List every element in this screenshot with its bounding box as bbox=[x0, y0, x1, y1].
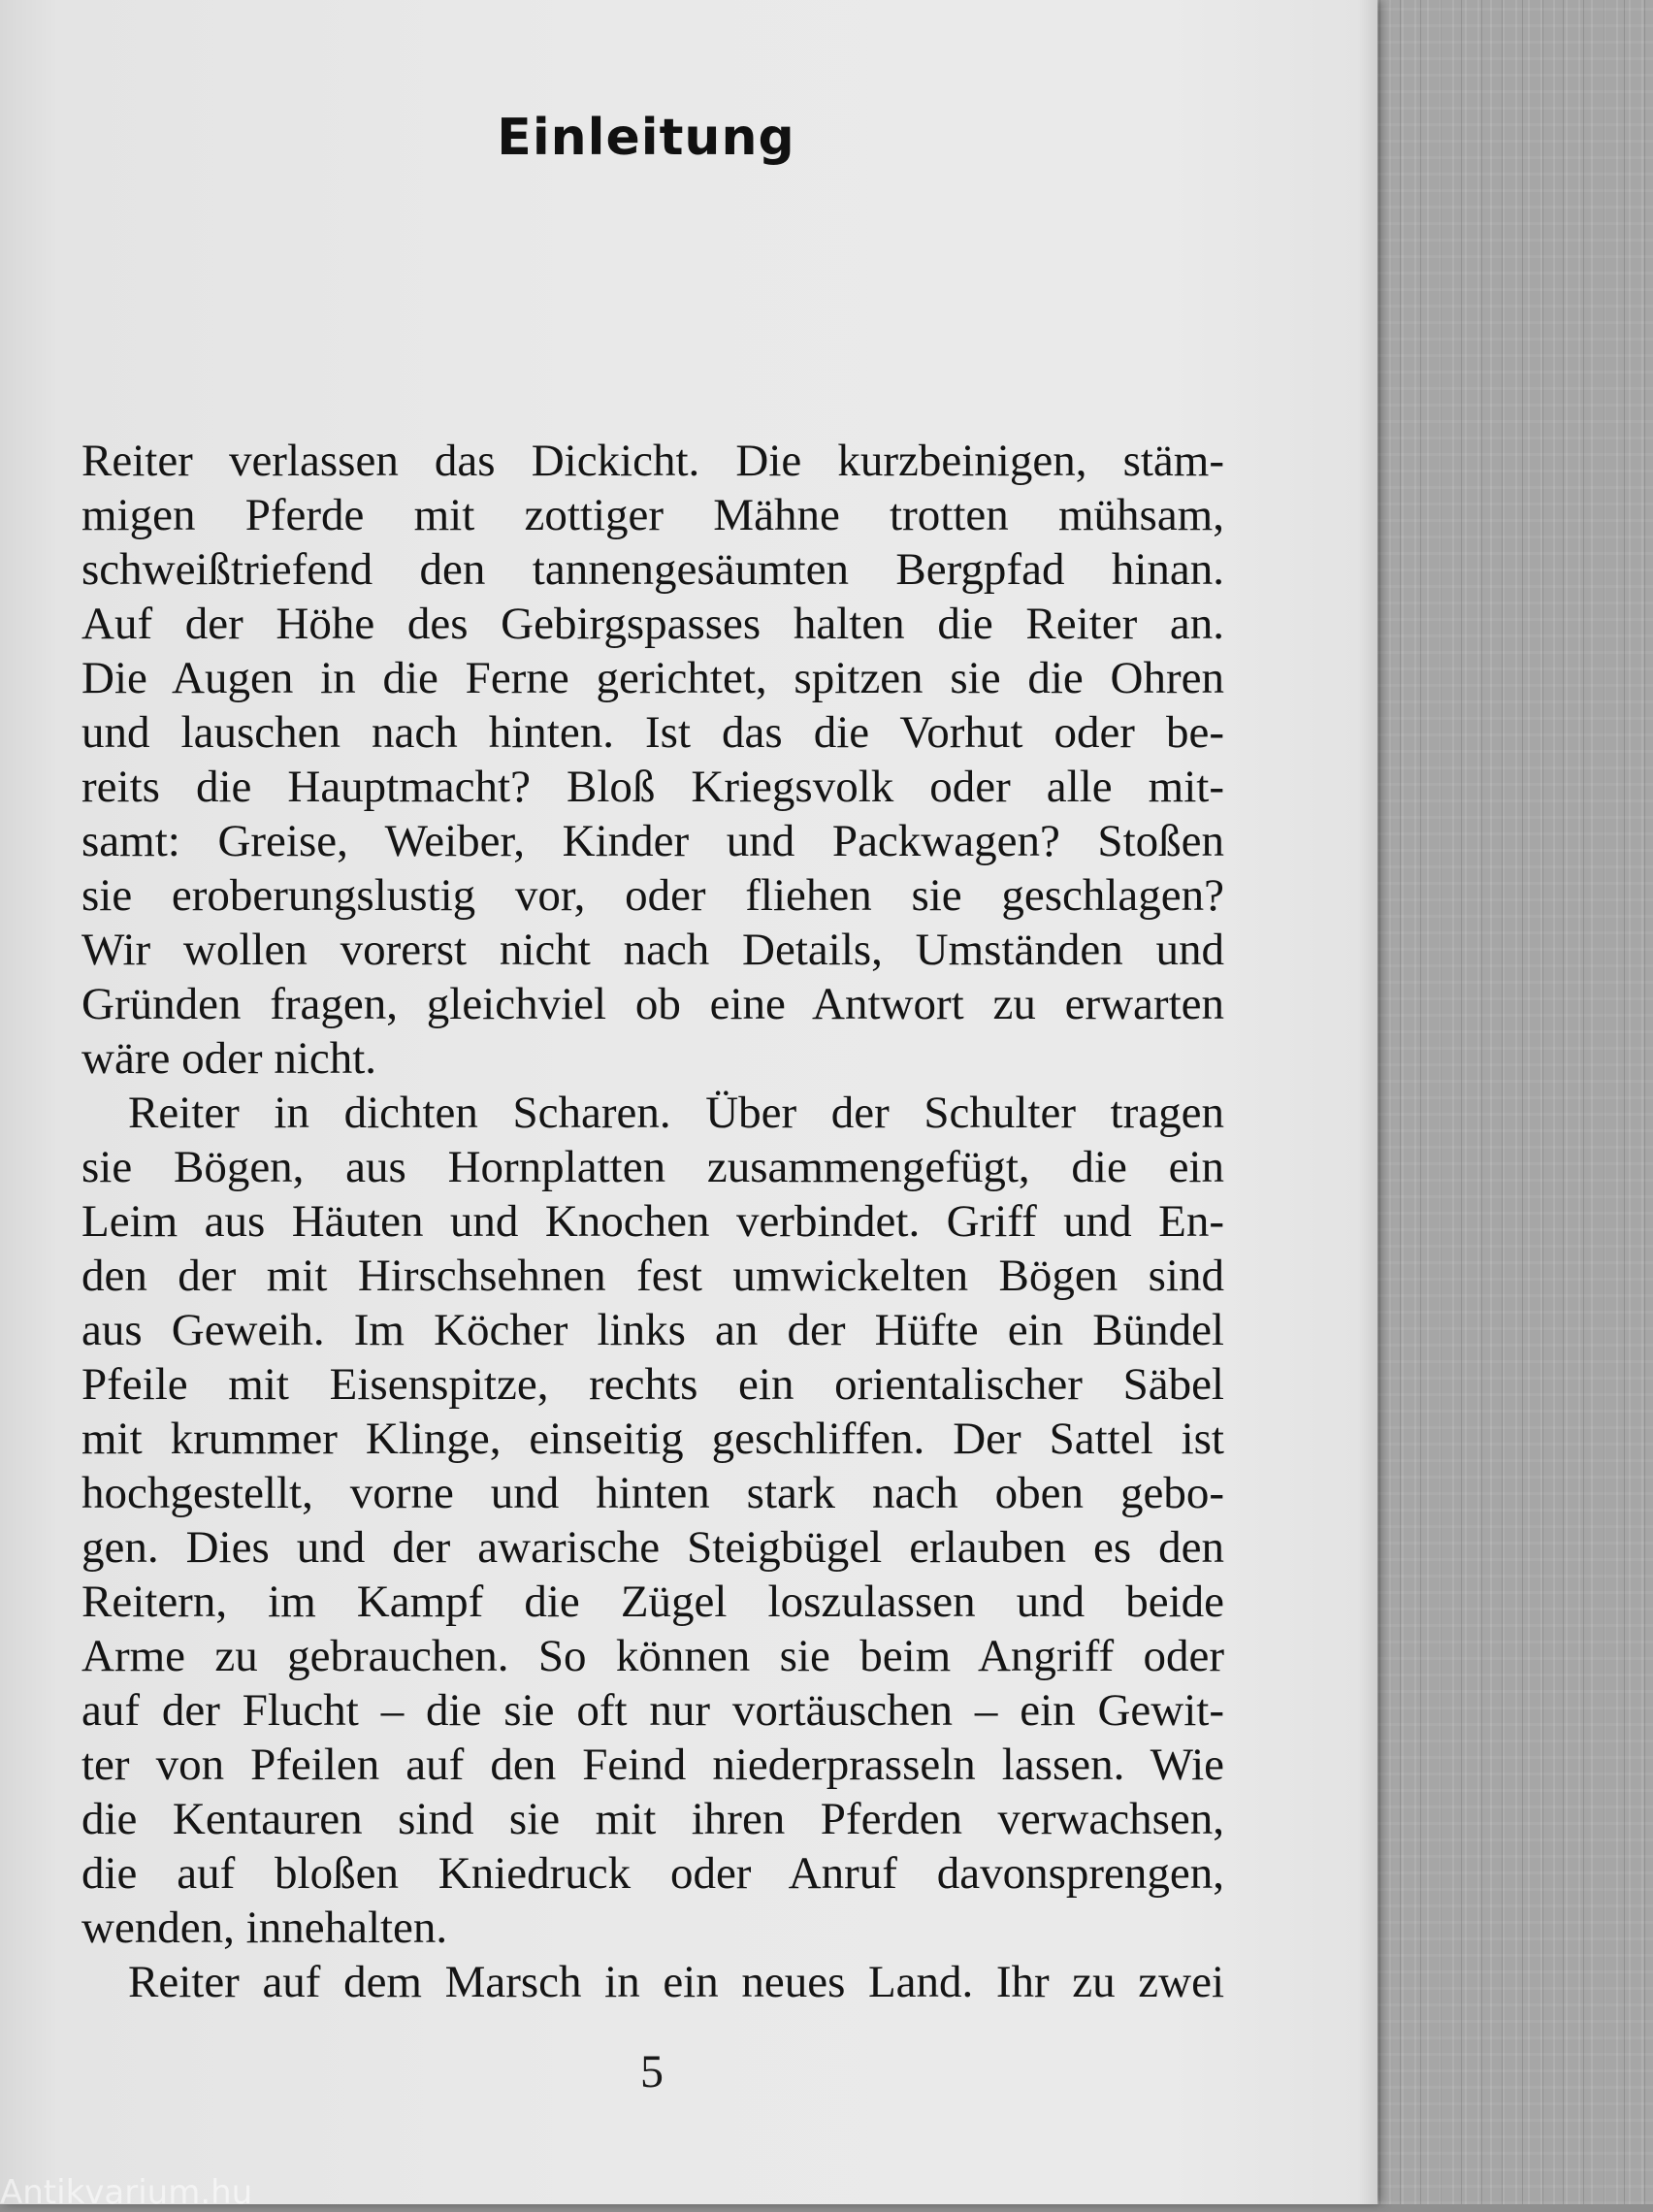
text-line: die auf bloßen Kniedruck oder Anruf davonsprengen, bbox=[81, 1848, 1224, 1899]
text-line: Reiter in dichten Scharen. Über der Schulter tragen bbox=[128, 1088, 1224, 1138]
text-line: Die Augen in die Ferne gerichtet, spitzen sie die Ohren bbox=[81, 653, 1224, 703]
text-line: ter von Pfeilen auf den Feind niederprasseln lassen. Wie bbox=[81, 1740, 1224, 1790]
text-line: mit krummer Klinge, einseitig geschliffen. Der Sattel ist bbox=[81, 1414, 1224, 1464]
text-line: Reitern, im Kampf die Zügel loszulassen und beide bbox=[81, 1577, 1224, 1627]
text-line: die Kentauren sind sie mit ihren Pferden verwachsen, bbox=[81, 1794, 1224, 1844]
text-line: Arme zu gebrauchen. So können sie beim Angriff oder bbox=[81, 1631, 1224, 1681]
text-line: wenden, innehalten. bbox=[81, 1903, 448, 1953]
text-line: Leim aus Häuten und Knochen verbindet. Griff und En- bbox=[81, 1196, 1224, 1247]
text-line: Reiter auf dem Marsch in ein neues Land. Ihr zu zwei bbox=[128, 1957, 1224, 2007]
chapter-heading: Einleitung bbox=[497, 109, 795, 167]
text-line: wäre oder nicht. bbox=[81, 1033, 377, 1084]
text-line: migen Pferde mit zottiger Mähne trotten mühsam, bbox=[81, 490, 1224, 540]
text-line: den der mit Hirschsehnen fest umwickelten Bögen sind bbox=[81, 1251, 1224, 1301]
paragraph bbox=[81, 1955, 1224, 2009]
text-line: gen. Dies und der awarische Steigbügel erlauben es den bbox=[81, 1522, 1224, 1573]
text-line: schweißtriefend den tannengesäumten Bergpfad hinan. bbox=[81, 544, 1224, 595]
text-line: samt: Greise, Weiber, Kinder und Packwagen? Stoßen bbox=[81, 816, 1224, 866]
paragraph bbox=[81, 1086, 1224, 1955]
text-line: Pfeile mit Eisenspitze, rechts ein orientalischer Säbel bbox=[81, 1359, 1224, 1410]
watermark: Antikvarium.hu bbox=[0, 2173, 253, 2212]
text-line: sie Bögen, aus Hornplatten zusammengefügt, die ein bbox=[81, 1142, 1224, 1192]
text-line: Gründen fragen, gleichviel ob eine Antwort zu erwarten bbox=[81, 979, 1224, 1029]
text-line: auf der Flucht – die sie oft nur vortäuschen – ein Gewit- bbox=[81, 1685, 1224, 1736]
text-line: Reiter verlassen das Dickicht. Die kurzbeinigen, stäm- bbox=[81, 436, 1224, 486]
text-line: Wir wollen vorerst nicht nach Details, Umständen und bbox=[81, 925, 1224, 975]
paragraph bbox=[81, 434, 1224, 1086]
text-line: aus Geweih. Im Köcher links an der Hüfte ein Bündel bbox=[81, 1305, 1224, 1355]
text-line: sie eroberungslustig vor, oder fliehen sie geschlagen? bbox=[81, 870, 1224, 921]
background-surface bbox=[1339, 0, 1653, 2204]
text-line: Auf der Höhe des Gebirgspasses halten die Reiter an. bbox=[81, 599, 1224, 649]
text-line: und lauschen nach hinten. Ist das die Vorhut oder be- bbox=[81, 707, 1224, 758]
body-text bbox=[81, 434, 1224, 2009]
text-line: reits die Hauptmacht? Bloß Kriegsvolk oder alle mit- bbox=[81, 762, 1224, 812]
text-line: hochgestellt, vorne und hinten stark nach oben gebo- bbox=[81, 1468, 1224, 1518]
page-number: 5 bbox=[640, 2046, 664, 2098]
